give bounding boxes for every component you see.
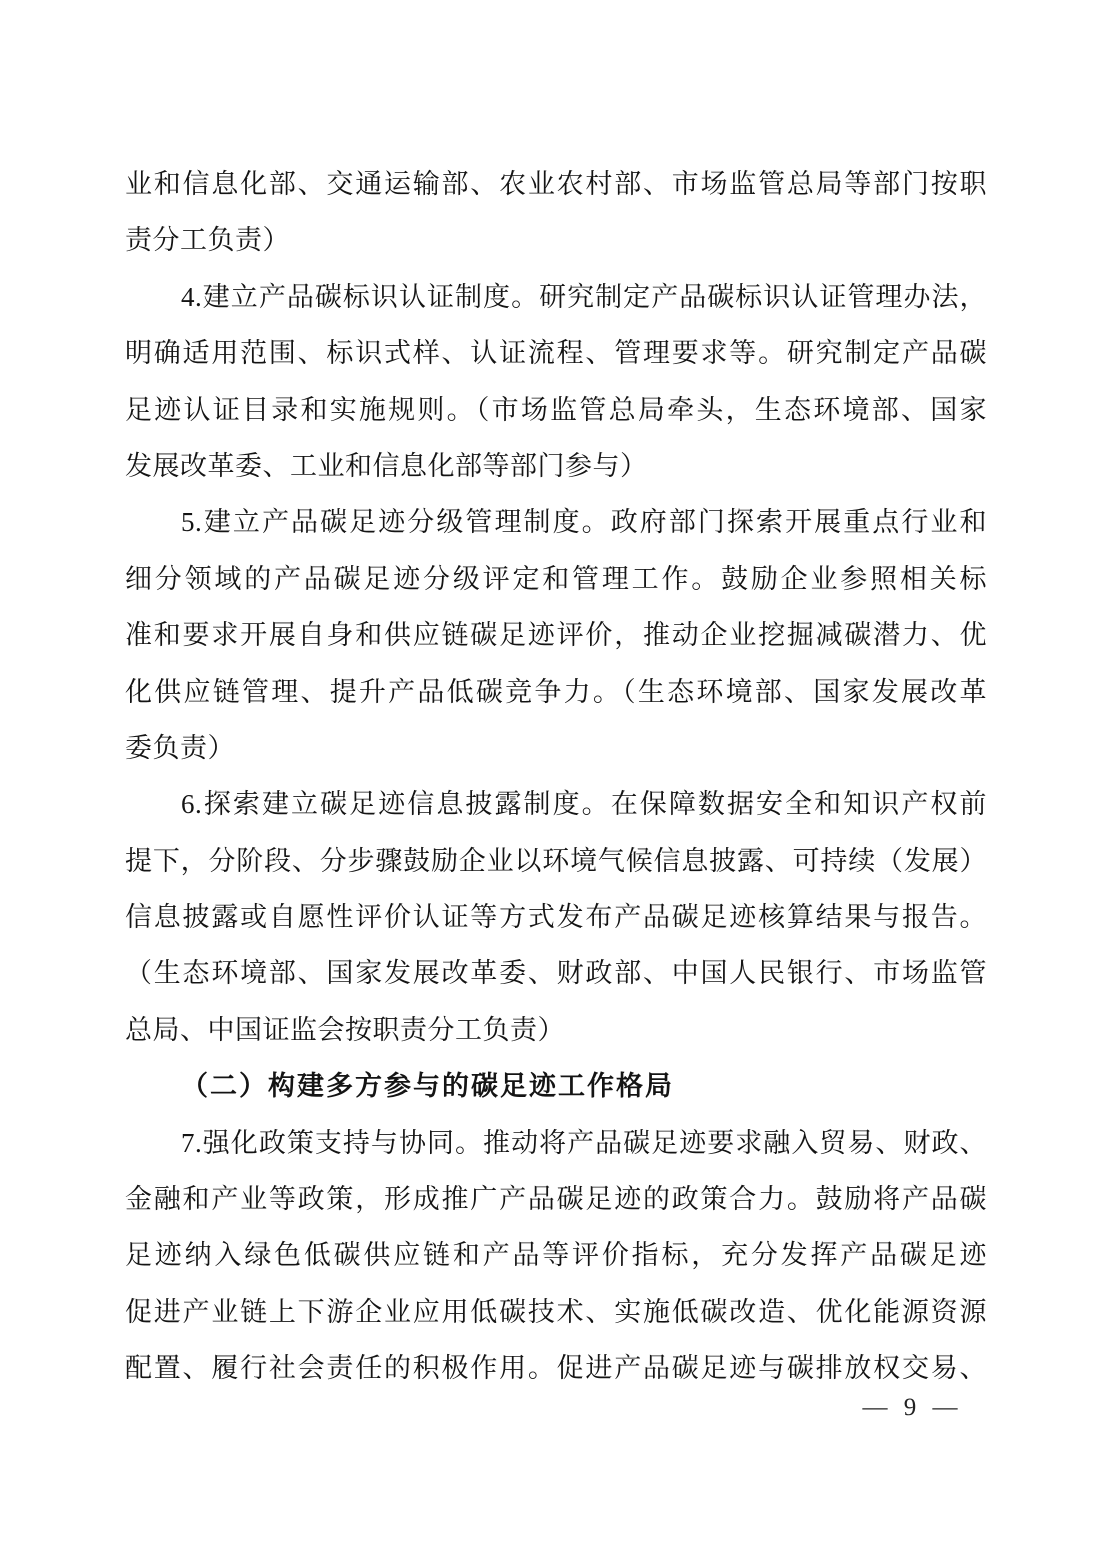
page-number: — 9 — <box>862 1394 958 1421</box>
doc-line-02: 责分工负责） <box>125 225 290 256</box>
doc-line-14: 信息披露或自愿性评价认证等方式发布产品碳足迹核算结果与报告。 <box>125 902 987 933</box>
doc-line-22: 配置、履行社会责任的积极作用。促进产品碳足迹与碳排放权交易、 <box>125 1353 987 1384</box>
doc-line-03: 4.建立产品碳标识认证制度。研究制定产品碳标识认证管理办法， <box>181 281 987 312</box>
doc-line-16: 总局、中国证监会按职责分工负责） <box>125 1014 565 1045</box>
doc-line-11: 委负责） <box>125 732 235 763</box>
doc-line-20: 足迹纳入绿色低碳供应链和产品等评价指标，充分发挥产品碳足迹 <box>125 1240 987 1271</box>
doc-line-15: （生态环境部、国家发展改革委、财政部、中国人民银行、市场监管 <box>125 958 987 989</box>
doc-line-18: 7.强化政策支持与协同。推动将产品碳足迹要求融入贸易、财政、 <box>181 1127 987 1158</box>
doc-line-09: 准和要求开展自身和供应链碳足迹评价，推动企业挖掘减碳潜力、优 <box>125 620 987 651</box>
doc-line-06: 发展改革委、工业和信息化部等部门参与） <box>125 450 648 481</box>
doc-line-19: 金融和产业等政策，形成推广产品碳足迹的政策合力。鼓励将产品碳 <box>125 1184 987 1215</box>
doc-line-21: 促进产业链上下游企业应用低碳技术、实施低碳改造、优化能源资源 <box>125 1296 987 1327</box>
doc-line-10: 化供应链管理、提升产品低碳竞争力。（生态环境部、国家发展改革 <box>125 676 987 707</box>
doc-line-13: 提下，分阶段、分步骤鼓励企业以环境气候信息披露、可持续（发展） <box>125 845 987 876</box>
section-heading: （二）构建多方参与的碳足迹工作格局 <box>181 1071 674 1102</box>
doc-line-12: 6.探索建立碳足迹信息披露制度。在保障数据安全和知识产权前 <box>181 789 987 820</box>
doc-line-01: 业和信息化部、交通运输部、农业农村部、市场监管总局等部门按职 <box>125 169 987 199</box>
doc-line-05: 足迹认证目录和实施规则。（市场监管总局牵头，生态环境部、国家 <box>125 394 987 425</box>
doc-line-04: 明确适用范围、标识式样、认证流程、管理要求等。研究制定产品碳 <box>125 338 987 369</box>
doc-line-07: 5.建立产品碳足迹分级管理制度。政府部门探索开展重点行业和 <box>181 507 987 538</box>
document-body <box>125 156 987 1397</box>
doc-line-08: 细分领域的产品碳足迹分级评定和管理工作。鼓励企业参照相关标 <box>125 563 987 594</box>
